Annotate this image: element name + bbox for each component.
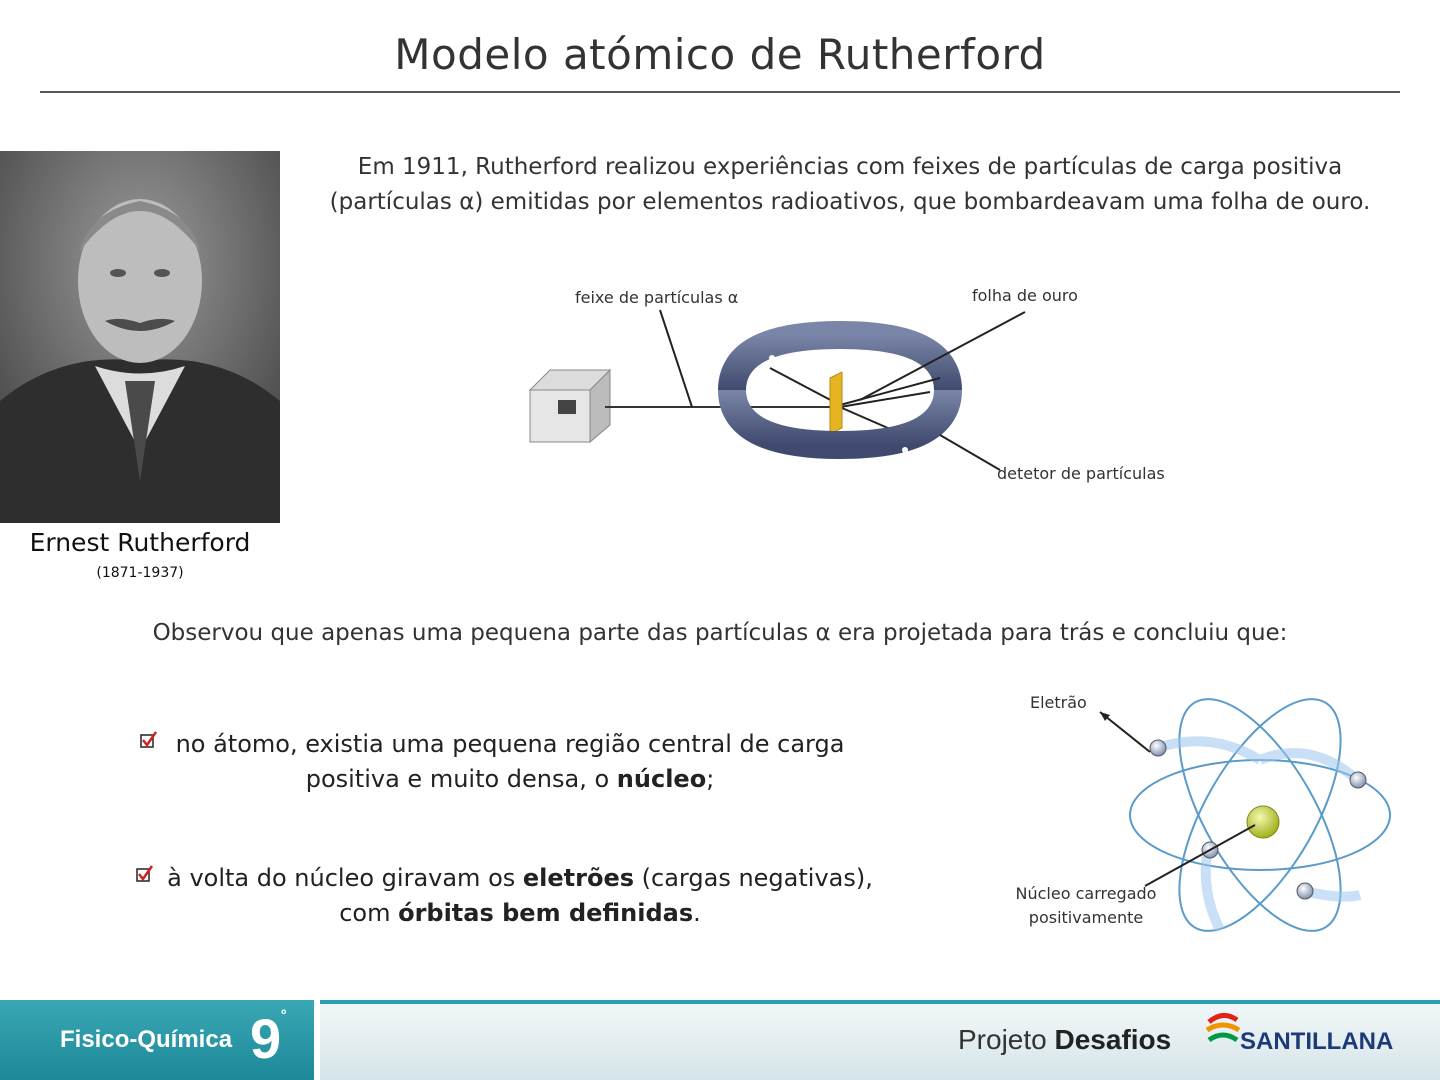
- conclusion-1-line-1: no átomo, existia uma pequena região central de carga: [175, 730, 845, 758]
- label-nucleus: [998, 882, 1174, 930]
- gold-foil-experiment-diagram: [520, 280, 1220, 500]
- conclusion-1-bold: núcleo: [616, 765, 707, 793]
- observation-text: Observou que apenas uma pequena parte das partículas α era projetada para trás e concluiu que:: [152, 620, 1288, 646]
- project-light: Projeto: [958, 1024, 1055, 1055]
- project-bold: Desafios: [1054, 1024, 1172, 1055]
- conclusion-2b-bold: órbitas bem definidas: [398, 899, 694, 927]
- label-particle-detector: detetor de partículas: [997, 464, 1165, 483]
- conclusion-1-end: ;: [706, 765, 715, 793]
- conclusion-2b-text: com: [339, 899, 399, 927]
- santillana-logo-icon: [1205, 1010, 1241, 1050]
- footer-grade-number: 9: [250, 1007, 282, 1070]
- portrait-years: (1871-1937): [96, 565, 184, 581]
- footer-subject-panel: [0, 1000, 314, 1080]
- intro-line-1: Em 1911, Rutherford realizou experiências com feixes de partículas de carga positiva: [357, 154, 1343, 180]
- checkbox-checked-icon: [136, 865, 154, 883]
- intro-line-2: (partículas α) emitidas por elementos radioativos, que bombardeavam uma folha de ouro.: [329, 189, 1371, 215]
- conclusion-2-text: à volta do núcleo giravam os: [167, 864, 523, 892]
- conclusion-2-line-2: [160, 896, 880, 931]
- publisher-logo-text: SANTILLANA: [1240, 1028, 1394, 1055]
- checkbox-checked-icon: [140, 731, 158, 749]
- conclusion-2-bold: eletrões: [522, 864, 635, 892]
- footer-grade-suffix: º: [281, 1006, 287, 1022]
- title-divider: [40, 91, 1400, 93]
- conclusion-2b-end: .: [693, 899, 701, 927]
- rutherford-portrait: [0, 151, 280, 523]
- footer-subject: Fisico-Química: [60, 1026, 233, 1053]
- label-alpha-beam: feixe de partículas α: [575, 288, 739, 307]
- conclusion-2-line-1: [160, 861, 880, 896]
- footer-grade: [250, 1006, 286, 1071]
- label-nucleus-line-2: positivamente: [1028, 908, 1144, 927]
- conclusion-2-text-end: (cargas negativas),: [634, 864, 873, 892]
- project-desafios-logo: [958, 1024, 1171, 1056]
- radioactive-source-box: [530, 370, 610, 442]
- label-nucleus-line-1: Núcleo carregado: [1015, 884, 1157, 903]
- conclusion-electrons: [160, 861, 880, 931]
- conclusion-nucleus: [160, 727, 860, 797]
- slide-title: Modelo atómico de Rutherford: [394, 30, 1046, 79]
- label-gold-foil: folha de ouro: [972, 286, 1078, 305]
- portrait-name: Ernest Rutherford: [29, 528, 251, 557]
- conclusion-1-line-2: [160, 762, 860, 797]
- conclusion-1-text: positiva e muito densa, o: [305, 765, 617, 793]
- label-electron: Eletrão: [1030, 693, 1087, 712]
- intro-paragraph: [290, 150, 1410, 220]
- atom-label-pointers: [1030, 700, 1300, 900]
